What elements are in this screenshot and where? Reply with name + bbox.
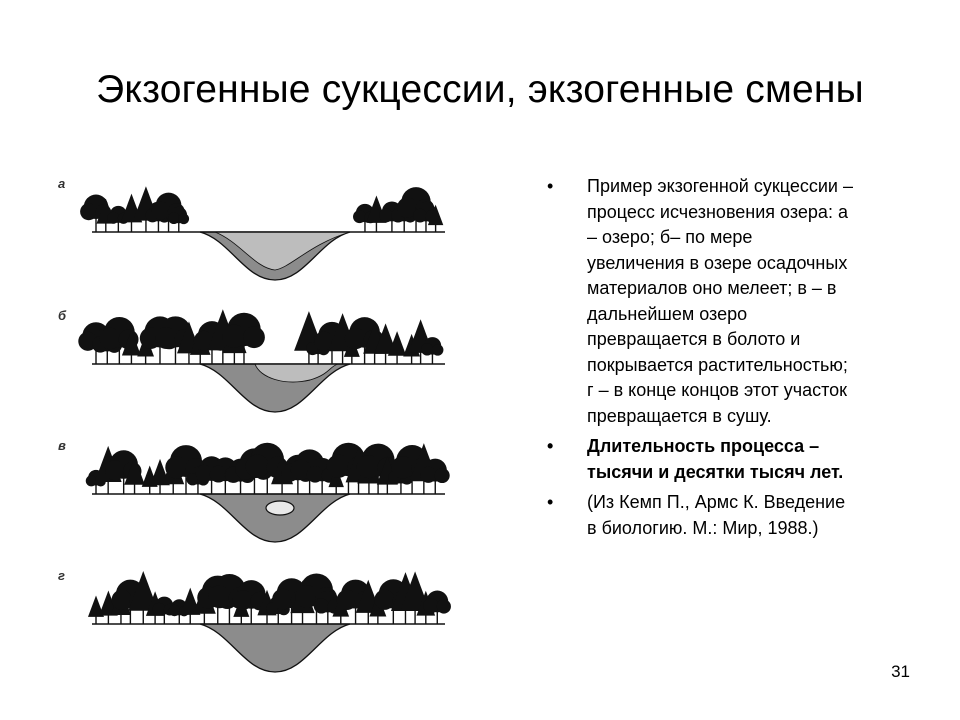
slide-title: Экзогенные сукцессии, экзогенные смены (96, 68, 864, 111)
bullet-icon: • (547, 176, 554, 196)
tree-line (88, 571, 451, 624)
pond-water (266, 501, 294, 515)
panel-2 (58, 308, 445, 412)
bullet-item-source (547, 490, 917, 541)
bullet-icon: • (547, 436, 554, 456)
tree-icon (222, 313, 265, 364)
lake-basin (200, 624, 350, 672)
bullet-icon: • (547, 492, 554, 512)
panel-label: а (58, 176, 66, 191)
panel-label: в (58, 438, 66, 453)
panel-1 (58, 176, 445, 280)
succession-figure (50, 160, 480, 680)
panel-3 (58, 438, 450, 542)
bullet-item-example (547, 174, 917, 429)
panel-label: б (58, 308, 67, 323)
slide-number: 31 (891, 662, 910, 681)
bullet-text: Пример экзогенной сукцессии – процесс исчезновения озера: а – озеро; б– по мере увеличения в озере осадочных материалов оно мелеет; в – в дальнейшем озеро превращается в болото и покрывается растительностью; г – в конце концов этот участок превращается в сушу. (587, 176, 853, 426)
bullet-list (547, 174, 917, 546)
bullet-text: (Из Кемп П., Армс К. Введение в биологию. М.: Мир, 1988.) (587, 492, 846, 538)
bullet-item-duration (547, 434, 917, 485)
tree-line (80, 186, 443, 232)
tree-line (86, 443, 450, 494)
panel-label: г (58, 568, 65, 583)
bullet-text: Длительность процесса – тысячи и десятки тысяч лет. (587, 436, 844, 482)
tree-line (78, 309, 443, 364)
panel-4 (58, 568, 451, 672)
